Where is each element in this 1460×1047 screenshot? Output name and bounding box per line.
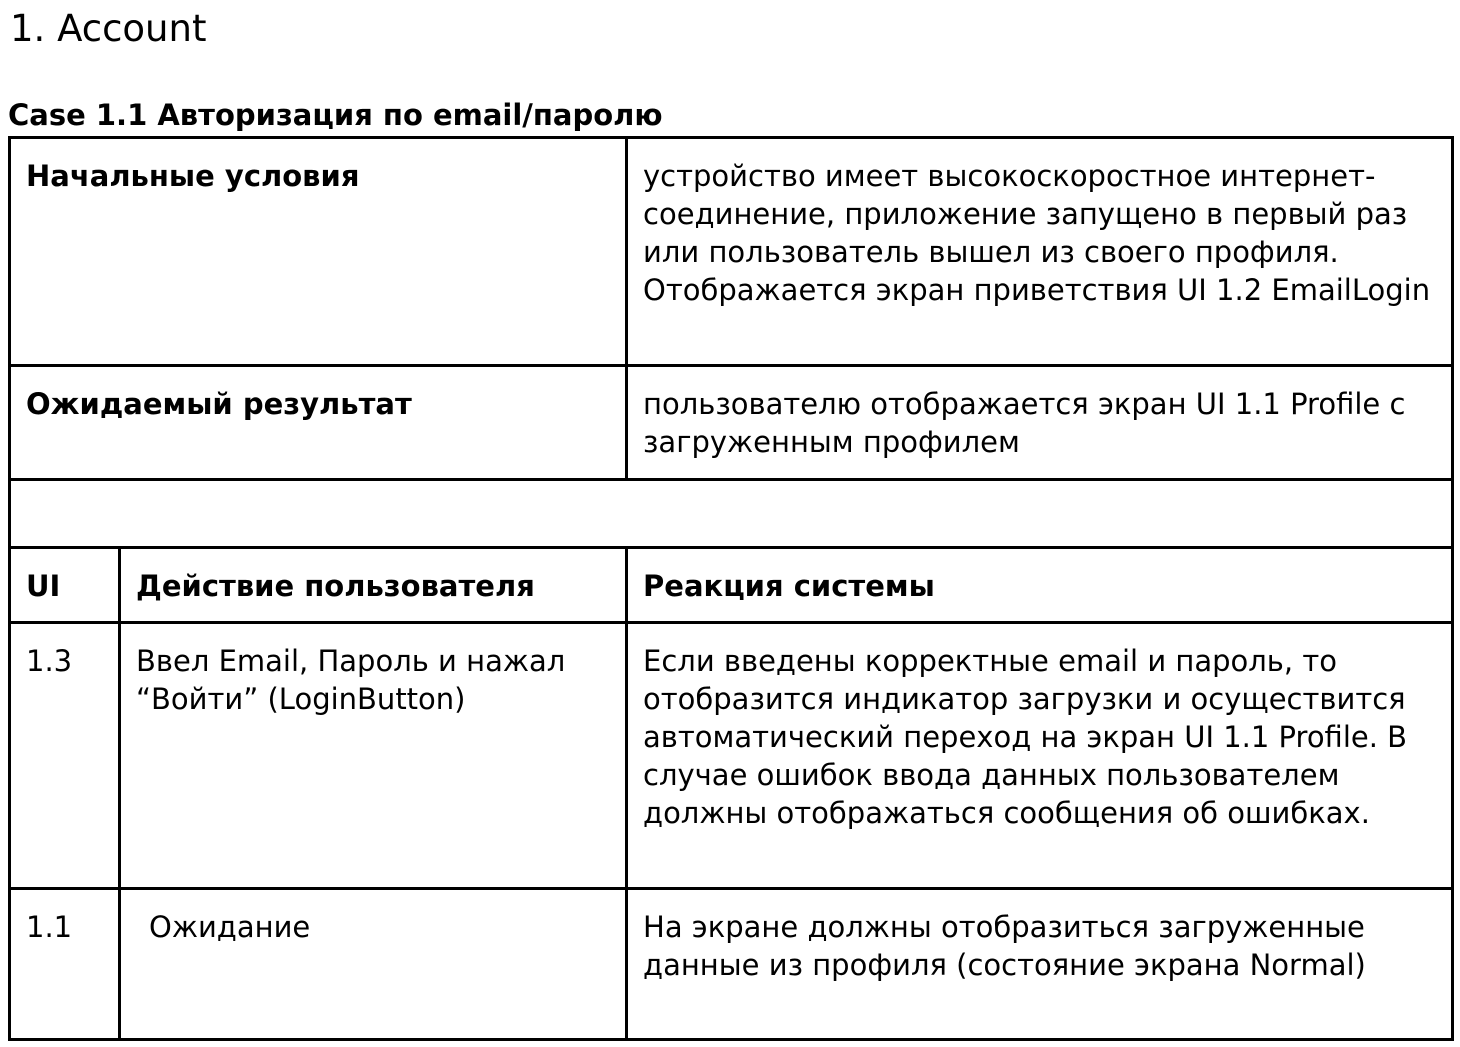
step-reaction: Если введены корректные email и пароль, то отобразится индикатор загрузки и осуществится автоматический переход на экран UI 1.1 Profile. В случае ошибок ввода данных пользователем должны отображаться сообщения об ошибках.	[627, 623, 1453, 889]
expected-result-row	[10, 366, 1453, 480]
step-action: Ввел Email, Пароль и нажал “Войти” (LoginButton)	[120, 623, 627, 889]
header-system-reaction: Реакция системы	[627, 548, 1453, 623]
expected-result-label: Ожидаемый результат	[10, 366, 627, 480]
expected-result-text: пользователю отображается экран UI 1.1 Profile с загруженным профилем	[627, 366, 1453, 480]
preconditions-row	[10, 138, 1453, 366]
spacer-cell	[10, 480, 1453, 548]
table-row	[10, 623, 1453, 889]
use-case-table	[8, 136, 1454, 1041]
header-user-action: Действие пользователя	[120, 548, 627, 623]
spacer-row	[10, 480, 1453, 548]
step-reaction: На экране должны отобразиться загруженные данные из профиля (состояние экрана Normal)	[627, 889, 1453, 1040]
preconditions-text: устройство имеет высокоскоростное интернет-соединение, приложение запущено в первый раз или пользователь вышел из своего профиля. Отображается экран приветствия UI 1.2 EmailLogin	[627, 138, 1453, 366]
step-action: Ожидание	[120, 889, 627, 1040]
step-ui: 1.3	[10, 623, 120, 889]
preconditions-label: Начальные условия	[10, 138, 627, 366]
step-ui: 1.1	[10, 889, 120, 1040]
section-heading: 1. Account	[10, 7, 207, 50]
case-title: Case 1.1 Авторизация по email/паролю	[8, 98, 663, 132]
table-header-row	[10, 548, 1453, 623]
table-row	[10, 889, 1453, 1040]
header-ui: UI	[10, 548, 120, 623]
